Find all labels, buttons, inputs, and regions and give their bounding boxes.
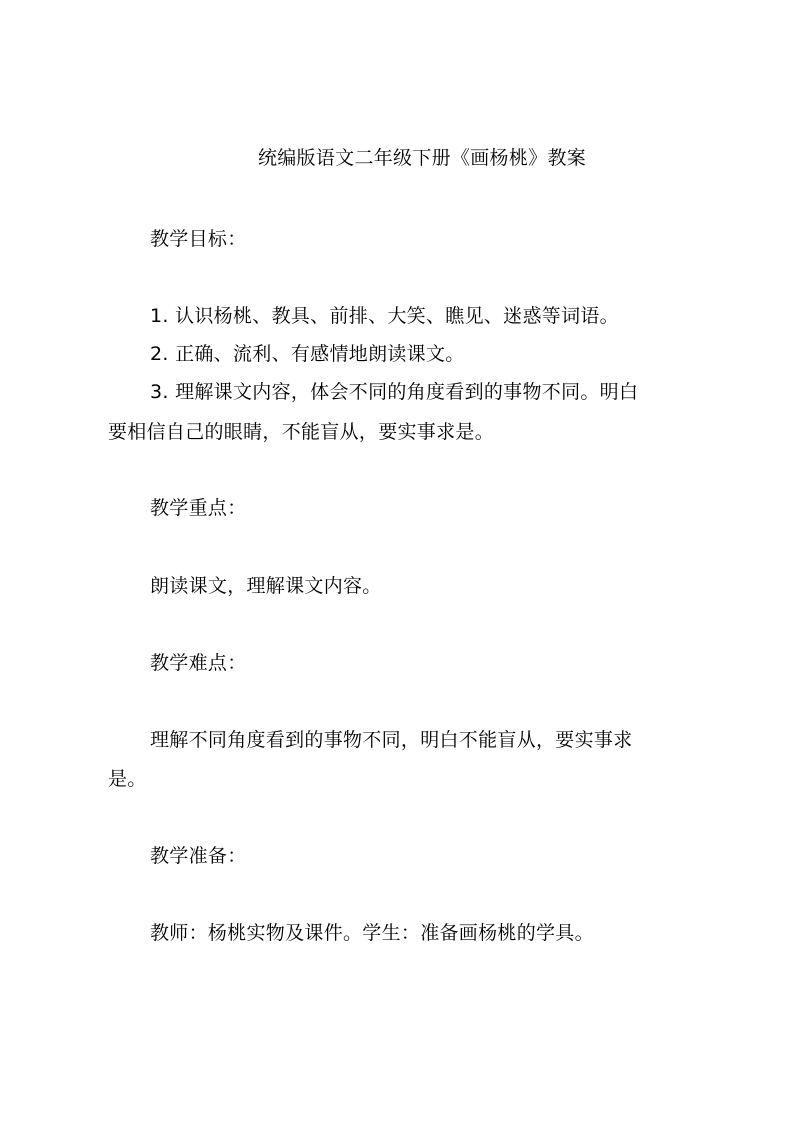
section-heading-objectives: 教学目标：	[150, 228, 247, 250]
difficulties-text: 理解不同角度看到的事物不同，明白不能盲从，要实事求	[150, 729, 633, 751]
difficulties-text-continued: 是。	[108, 768, 147, 790]
objective-item-3: 3. 理解课文内容，体会不同的角度看到的事物不同。明白	[150, 381, 639, 403]
objective-item-2: 2. 正确、流利、有感情地朗读课文。	[150, 343, 465, 365]
section-heading-key-points: 教学重点：	[150, 497, 247, 519]
section-heading-preparation: 教学准备：	[150, 845, 247, 867]
document-title: 统编版语文二年级下册《画杨桃》教案	[257, 147, 587, 169]
key-points-text: 朗读课文，理解课文内容。	[150, 575, 382, 597]
objective-item-1: 1. 认识杨桃、教具、前排、大笑、瞧见、迷惑等词语。	[150, 305, 619, 327]
preparation-text: 教师：杨桃实物及课件。学生：准备画杨桃的学具。	[150, 922, 594, 944]
section-heading-difficulties: 教学难点：	[150, 652, 247, 674]
objective-item-3-continued: 要相信自己的眼睛，不能盲从，要实事求是。	[108, 421, 495, 443]
